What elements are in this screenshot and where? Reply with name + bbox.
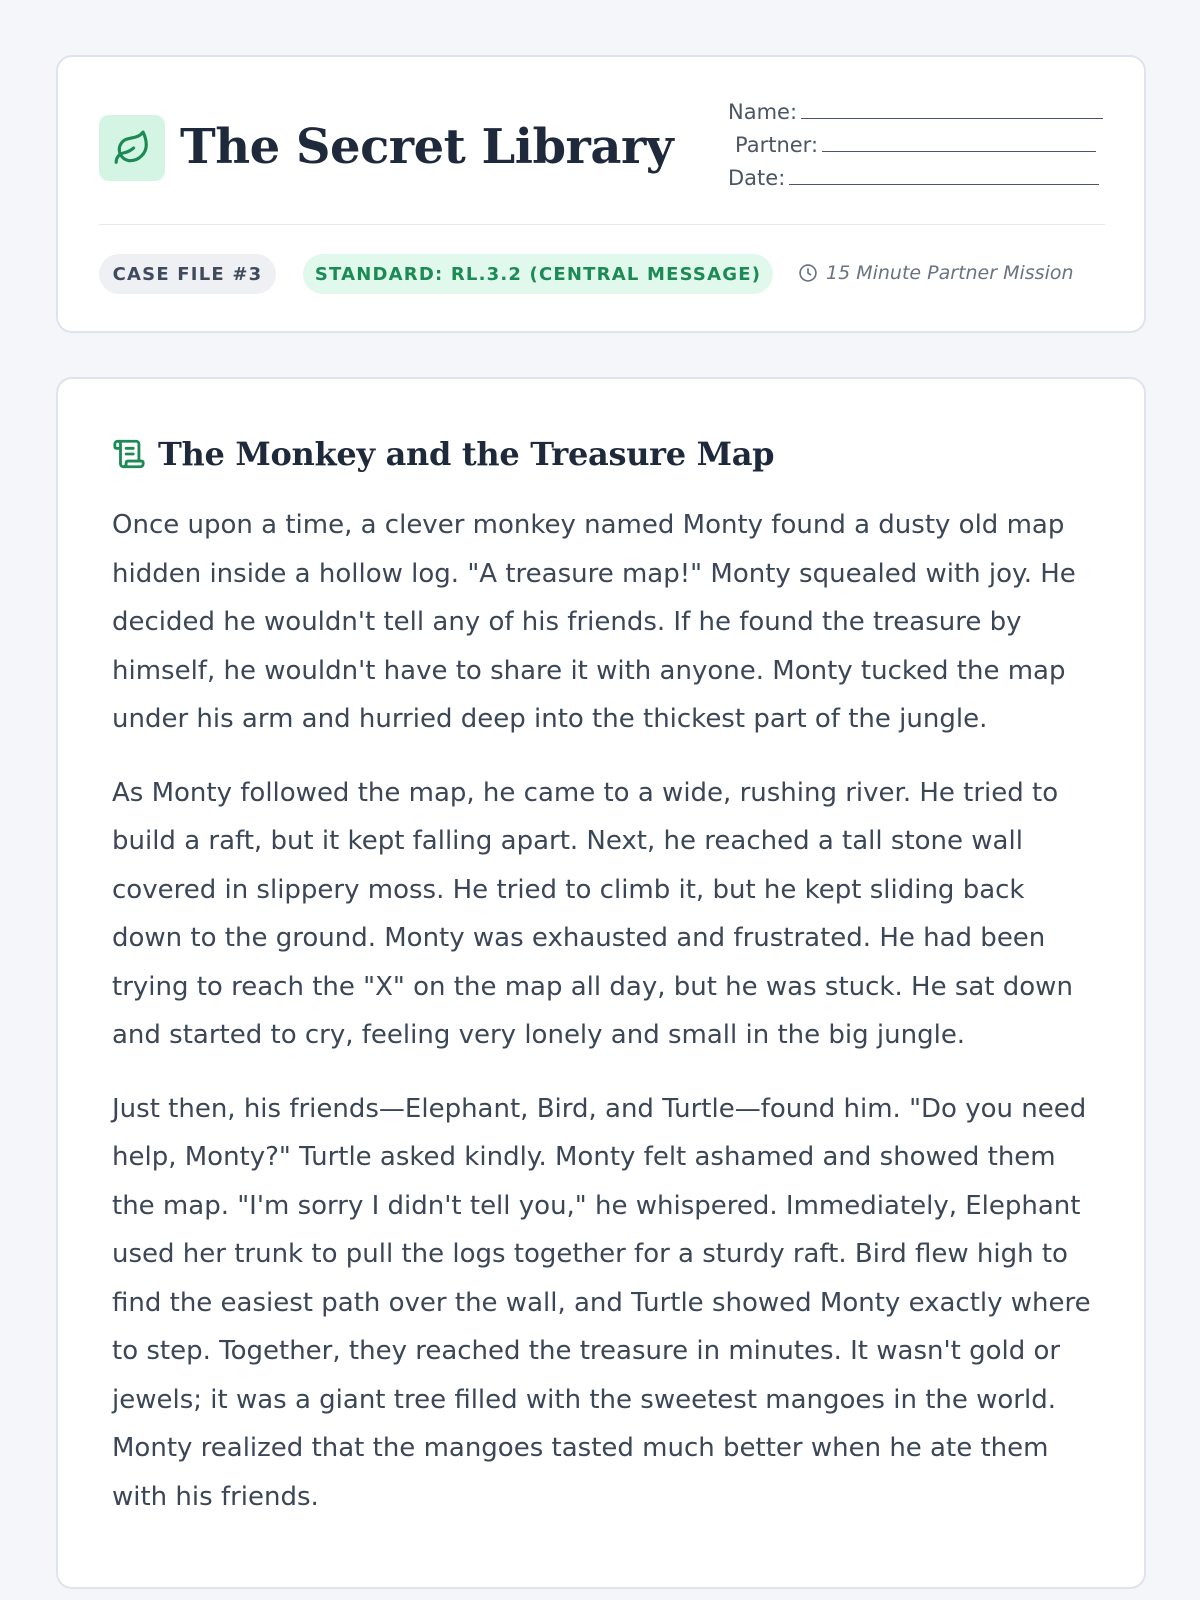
story-title: The Monkey and the Treasure Map: [158, 435, 775, 473]
leaf-icon: [113, 129, 151, 167]
story-paragraph: Just then, his friends—Elephant, Bird, and Turtle—found him. "Do you need help, Monty?" Turtle asked kindly. Monty felt ashamed and showed them the map. "I'm sorry I didn't tell you," he whispered. Immediately, Elephant used her trunk to pull the logs together for a sturdy raft. Bird flew high to find the easiest path over the wall, and Turtle showed Monty exactly where to step. Together, they reached the treasure in minutes. It wasn't gold or jewels; it was a giant tree filled with the sweetest mangoes in the world. Monty realized that the mangoes tasted much better when he ate them with his friends.: [112, 1093, 1091, 1512]
mission-duration: [798, 262, 1074, 284]
partner-field[interactable]: [735, 132, 1096, 157]
story-card: [56, 377, 1146, 1589]
logo-badge: [99, 115, 165, 181]
worksheet-header: [56, 55, 1146, 333]
name-label: Name:: [728, 100, 798, 124]
story-paragraph: Once upon a time, a clever monkey named Monty found a dusty old map hidden inside a hollow log. "A treasure map!" Monty squealed with joy. He decided he wouldn't tell any of his friends. If he found the treasure by himself, he wouldn't have to share it with anyone. Monty tucked the map under his arm and hurried deep into the thickest part of the jungle.: [112, 510, 1076, 734]
case-file-badge: CASE FILE #3: [99, 254, 276, 294]
date-label: Date:: [728, 166, 786, 190]
page-title: The Secret Library: [180, 119, 674, 175]
story-paragraph: As Monty followed the map, he came to a wide, rushing river. He tried to build a raft, but it kept falling apart. Next, he reached a tall stone wall covered in slippery moss. He tried to climb it, but he kept sliding back down to the ground. Monty was exhausted and frustrated. He had been trying to reach the "X" on the map all day, but he was stuck. He sat down and started to cry, feeling very lonely and small in the big jungle.: [112, 777, 1073, 1050]
story-body: [112, 501, 1102, 1546]
clock-icon: [798, 263, 818, 283]
story-heading: [112, 435, 774, 473]
name-field[interactable]: [728, 99, 1103, 124]
name-blank-line[interactable]: [801, 99, 1103, 119]
partner-blank-line[interactable]: [822, 132, 1096, 152]
standard-badge: STANDARD: RL.3.2 (CENTRAL MESSAGE): [303, 254, 773, 294]
date-blank-line[interactable]: [789, 165, 1099, 185]
scroll-icon: [112, 437, 146, 471]
mission-text: 15 Minute Partner Mission: [826, 262, 1074, 284]
header-divider: [99, 224, 1105, 225]
partner-label: Partner:: [735, 133, 819, 157]
date-field[interactable]: [728, 165, 1099, 190]
